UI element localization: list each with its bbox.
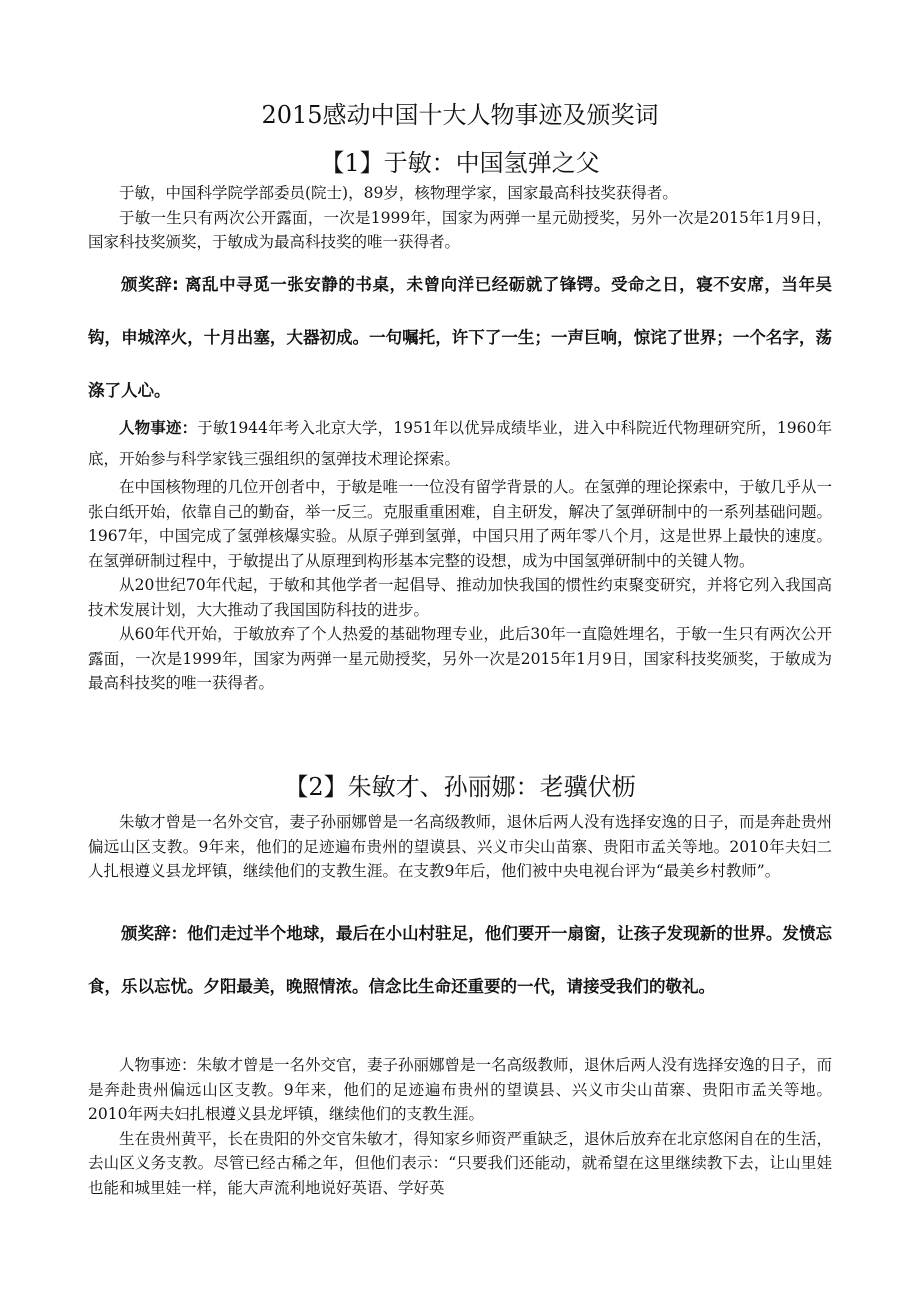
section-1-intro-1: 于敏，中国科学院学部委员(院士)，89岁，核物理学家，国家最高科技奖获得者。 <box>119 184 678 202</box>
section-1-paragraph-2: 从20世纪70年代起，于敏和其他学者一起倡导、推动加快我国的惯性约束聚变研究，并将它列入我国高技术发展计划，大大推动了我国国防科技的进步。 <box>88 576 832 619</box>
section-1-body <box>88 181 832 255</box>
section-2-deeds <box>88 1053 832 1200</box>
section-2-heading: 【2】朱敏才、孙丽娜：老骥伏枥 <box>284 773 636 801</box>
section-1-intro-2: 于敏一生只有两次公开露面，一次是1999年，国家为两弹一星元勋授奖，另外一次是2015年1月9日，国家科技奖颁奖，于敏成为最高科技奖的唯一获得者。 <box>88 208 832 251</box>
section-2-award-speech: 颁奖辞：他们走过半个地球，最后在小山村驻足，他们要开一扇窗，让孩子发现新的世界。发愤忘食，乐以忘忧。夕阳最美，晚照情浓。信念比生命还重要的一代，请接受我们的敬礼。 <box>88 924 832 996</box>
document-title: 2015感动中国十大人物事迹及颁奖词 <box>261 101 659 129</box>
section-1-deeds-label: 人物事迹： <box>119 419 198 437</box>
section-1-paragraph-1: 在中国核物理的几位开创者中，于敏是唯一一位没有留学背景的人。在氢弹的理论探索中，于敏几乎从一张白纸开始，依靠自己的勤奋，举一反三。克服重重困难，自主研发，解决了氢弹研制中的一系列基础问题。1967年，中国完成了氢弹核爆实验。从原子弹到氢弹，中国只用了两年零八个月，这是世界上最快的速度。在氢弹研制过程中，于敏提出了从原理到构形基本完整的设想，成为中国氢弹研制中的关键人物。 <box>88 478 833 570</box>
section-2-paragraph-2: 生在贵州黄平，长在贵阳的外交官朱敏才，得知家乡师资严重缺乏，退休后放弃在北京悠闲自在的生活，去山区义务支教。尽管已经古稀之年，但他们表示：“只要我们还能动，就希望在这里继续教下去，让山里娃也能和城里娃一样，能大声流利地说好英语、学好英 <box>88 1129 833 1197</box>
section-1-paragraph-3: 从60年代开始，于敏放弃了个人热爱的基础物理专业，此后30年一直隐姓埋名，于敏一生只有两次公开露面，一次是1999年，国家为两弹一星元勋授奖，另外一次是2015年1月9日，国家科技奖颁奖，于敏成为最高科技奖的唯一获得者。 <box>88 625 832 692</box>
section-2-body <box>88 810 832 884</box>
section-1-deeds <box>88 413 832 696</box>
section-1-deeds-lead <box>88 413 832 475</box>
section-1-deeds-text: 于敏1944年考入北京大学，1951年以优异成绩毕业，进入中科院近代物理研究所，1960年底，开始参与科学家钱三强组织的氢弹技术理论探索。 <box>88 419 832 468</box>
section-2-paragraph-1: 人物事迹：朱敏才曾是一名外交官，妻子孙丽娜曾是一名高级教师，退休后两人没有选择安逸的日子，而是奔赴贵州偏远山区支教。9年来，他们的足迹遍布贵州的望谟县、兴义市尖山苗寨、贵阳市孟关等地。2010年两夫妇扎根遵义县龙坪镇，继续他们的支教生涯。 <box>88 1056 833 1123</box>
section-2-intro-1: 朱敏才曾是一名外交官，妻子孙丽娜曾是一名高级教师，退休后两人没有选择安逸的日子，而是奔赴贵州偏远山区支教。9年来，他们的足迹遍布贵州的望谟县、兴义市尖山苗寨、贵阳市孟关等地。2010年夫妇二人扎根遵义县龙坪镇，继续他们的支教生涯。在支教9年后，他们被中央电视台评为“最美乡村教师”。 <box>88 813 833 880</box>
section-2-award-speech-block <box>88 907 832 1013</box>
section-1-heading: 【1】于敏：中国氢弹之父 <box>320 149 600 177</box>
section-1-award-speech-block <box>88 258 832 417</box>
section-1-award-speech: 颁奖辞: 离乱中寻觅一张安静的书桌，未曾向洋已经砺就了锋锷。受命之日，寝不安席，当年吴钩，申城淬火，十月出塞，大器初成。一句嘱托，许下了一生；一声巨响，惊诧了世界；一个名字，荡涤了人心。 <box>88 275 832 400</box>
